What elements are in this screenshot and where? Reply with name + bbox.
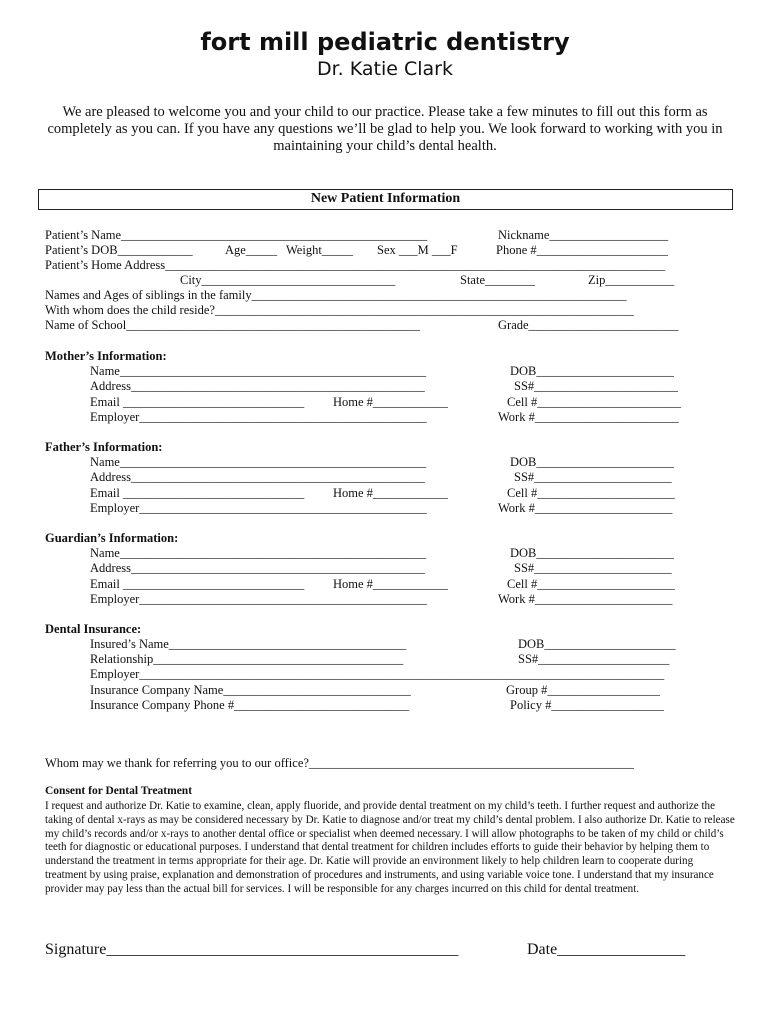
guardian-home-phone-field[interactable]: Home #____________ bbox=[333, 577, 448, 591]
father-heading: Father’s Information: bbox=[45, 440, 163, 454]
weight-field[interactable]: Weight_____ bbox=[286, 243, 354, 257]
group-number-field[interactable]: Group #__________________ bbox=[506, 683, 660, 697]
guardian-heading: Guardian’s Information: bbox=[45, 531, 179, 545]
guardian-cell-field[interactable]: Cell #______________________ bbox=[507, 577, 675, 591]
guardian-employer-field[interactable]: Employer______________________________________________ bbox=[90, 592, 427, 606]
mother-email-field[interactable]: Email _____________________________ bbox=[90, 395, 305, 409]
guardian-dob-field[interactable]: DOB______________________ bbox=[510, 546, 674, 560]
state-field[interactable]: State________ bbox=[460, 273, 535, 287]
patient-name-field[interactable]: Patient’s Name_________________________________________________ bbox=[45, 228, 428, 242]
section-header-box bbox=[38, 189, 733, 210]
mother-ss-field[interactable]: SS#_______________________ bbox=[514, 379, 678, 393]
guardian-address-field[interactable]: Address_______________________________________________ bbox=[90, 561, 425, 575]
referral-field[interactable]: Whom may we thank for referring you to our office?____________________________________________________ bbox=[45, 756, 634, 770]
father-dob-field[interactable]: DOB______________________ bbox=[510, 455, 674, 469]
father-employer-field[interactable]: Employer______________________________________________ bbox=[90, 501, 427, 515]
mother-home-phone-field[interactable]: Home #____________ bbox=[333, 395, 448, 409]
doctor-name: Dr. Katie Clark bbox=[316, 58, 453, 80]
insurance-company-field[interactable]: Insurance Company Name______________________________ bbox=[90, 683, 411, 697]
phone-field[interactable]: Phone #_____________________ bbox=[496, 243, 668, 257]
insured-ss-field[interactable]: SS#_____________________ bbox=[518, 652, 670, 666]
guardian-email-field[interactable]: Email _____________________________ bbox=[90, 577, 305, 591]
insured-dob-field[interactable]: DOB_____________________ bbox=[518, 637, 676, 651]
sex-field[interactable]: Sex ___M ___F bbox=[377, 243, 458, 257]
mother-work-field[interactable]: Work #_______________________ bbox=[498, 410, 679, 424]
mother-cell-field[interactable]: Cell #_______________________ bbox=[507, 395, 681, 409]
nickname-field[interactable]: Nickname___________________ bbox=[498, 228, 669, 242]
intro-paragraph: We are pleased to welcome you and your child to our practice. Please take a few minutes to fill out this form as completely as you can. If you have any questions we’ll be glad to help you. We look forward to working with you in maintaining your child’s dental health. bbox=[47, 104, 723, 154]
patient-dob-field[interactable]: Patient’s DOB____________ bbox=[45, 243, 193, 257]
date-field[interactable]: Date________________ bbox=[527, 941, 686, 958]
guardian-name-field[interactable]: Name_________________________________________________ bbox=[90, 546, 427, 560]
mother-dob-field[interactable]: DOB______________________ bbox=[510, 364, 674, 378]
relationship-field[interactable]: Relationship________________________________________ bbox=[90, 652, 404, 666]
father-address-field[interactable]: Address_______________________________________________ bbox=[90, 470, 425, 484]
city-field[interactable]: City_______________________________ bbox=[180, 273, 396, 287]
guardian-work-field[interactable]: Work #______________________ bbox=[498, 592, 673, 606]
consent-text: I request and authorize Dr. Katie to examine, clean, apply fluoride, and provide dental treatment on my child’s teeth. I further request and authorize the taking of dental x-rays as may be considered necessary by Dr. Katie to diagnose and/or treat my child’s dental problem. I also authorize Dr. Katie to release my child’s records and/or x-rays to another dental office or specialist when deemed necessary. I will allow photographs to be taken of my child or child’s teeth for diagnostic or educational purposes. I understand that dental treatment for children includes efforts to guide their behavior by helping them to understand the treatment in terms appropriate for their age. Dr. Katie will provide an environment likely to help children learn to cooperate during treatment by using praise, explanation and demonstration of procedures and instruments, and using variable voice tone. I understand that my insurance provider may pay less than the actual bill for services. I will be responsible for any charges incurred on this child for dental treatment. bbox=[45, 800, 735, 895]
father-ss-field[interactable]: SS#______________________ bbox=[514, 470, 672, 484]
insurance-phone-field[interactable]: Insurance Company Phone #____________________________ bbox=[90, 698, 410, 712]
father-cell-field[interactable]: Cell #______________________ bbox=[507, 486, 675, 500]
zip-field[interactable]: Zip___________ bbox=[588, 273, 675, 287]
home-address-field[interactable]: Patient’s Home Address________________________________________________________________________________ bbox=[45, 258, 666, 272]
signature-field[interactable]: Signature____________________________________________ bbox=[45, 941, 459, 958]
father-email-field[interactable]: Email _____________________________ bbox=[90, 486, 305, 500]
siblings-field[interactable]: Names and Ages of siblings in the family____________________________________________________________ bbox=[45, 288, 627, 302]
policy-number-field[interactable]: Policy #__________________ bbox=[510, 698, 664, 712]
age-field[interactable]: Age_____ bbox=[225, 243, 278, 257]
guardian-ss-field[interactable]: SS#______________________ bbox=[514, 561, 672, 575]
grade-field[interactable]: Grade________________________ bbox=[498, 318, 679, 332]
mother-name-field[interactable]: Name_________________________________________________ bbox=[90, 364, 427, 378]
father-home-phone-field[interactable]: Home #____________ bbox=[333, 486, 448, 500]
insured-name-field[interactable]: Insured’s Name______________________________________ bbox=[90, 637, 407, 651]
father-work-field[interactable]: Work #______________________ bbox=[498, 501, 673, 515]
resides-with-field[interactable]: With whom does the child reside?___________________________________________________________________ bbox=[45, 303, 634, 317]
section-title: New Patient Information bbox=[310, 191, 461, 206]
mother-employer-field[interactable]: Employer______________________________________________ bbox=[90, 410, 427, 424]
consent-heading: Consent for Dental Treatment bbox=[45, 785, 193, 797]
father-name-field[interactable]: Name_________________________________________________ bbox=[90, 455, 427, 469]
insurance-heading: Dental Insurance: bbox=[45, 622, 142, 636]
school-field[interactable]: Name of School_______________________________________________ bbox=[45, 318, 420, 332]
mother-heading: Mother’s Information: bbox=[45, 349, 167, 363]
insurance-employer-field[interactable]: Employer____________________________________________________________________________________ bbox=[90, 667, 665, 681]
mother-address-field[interactable]: Address_______________________________________________ bbox=[90, 379, 425, 393]
practice-name: fort mill pediatric dentistry bbox=[200, 28, 570, 56]
